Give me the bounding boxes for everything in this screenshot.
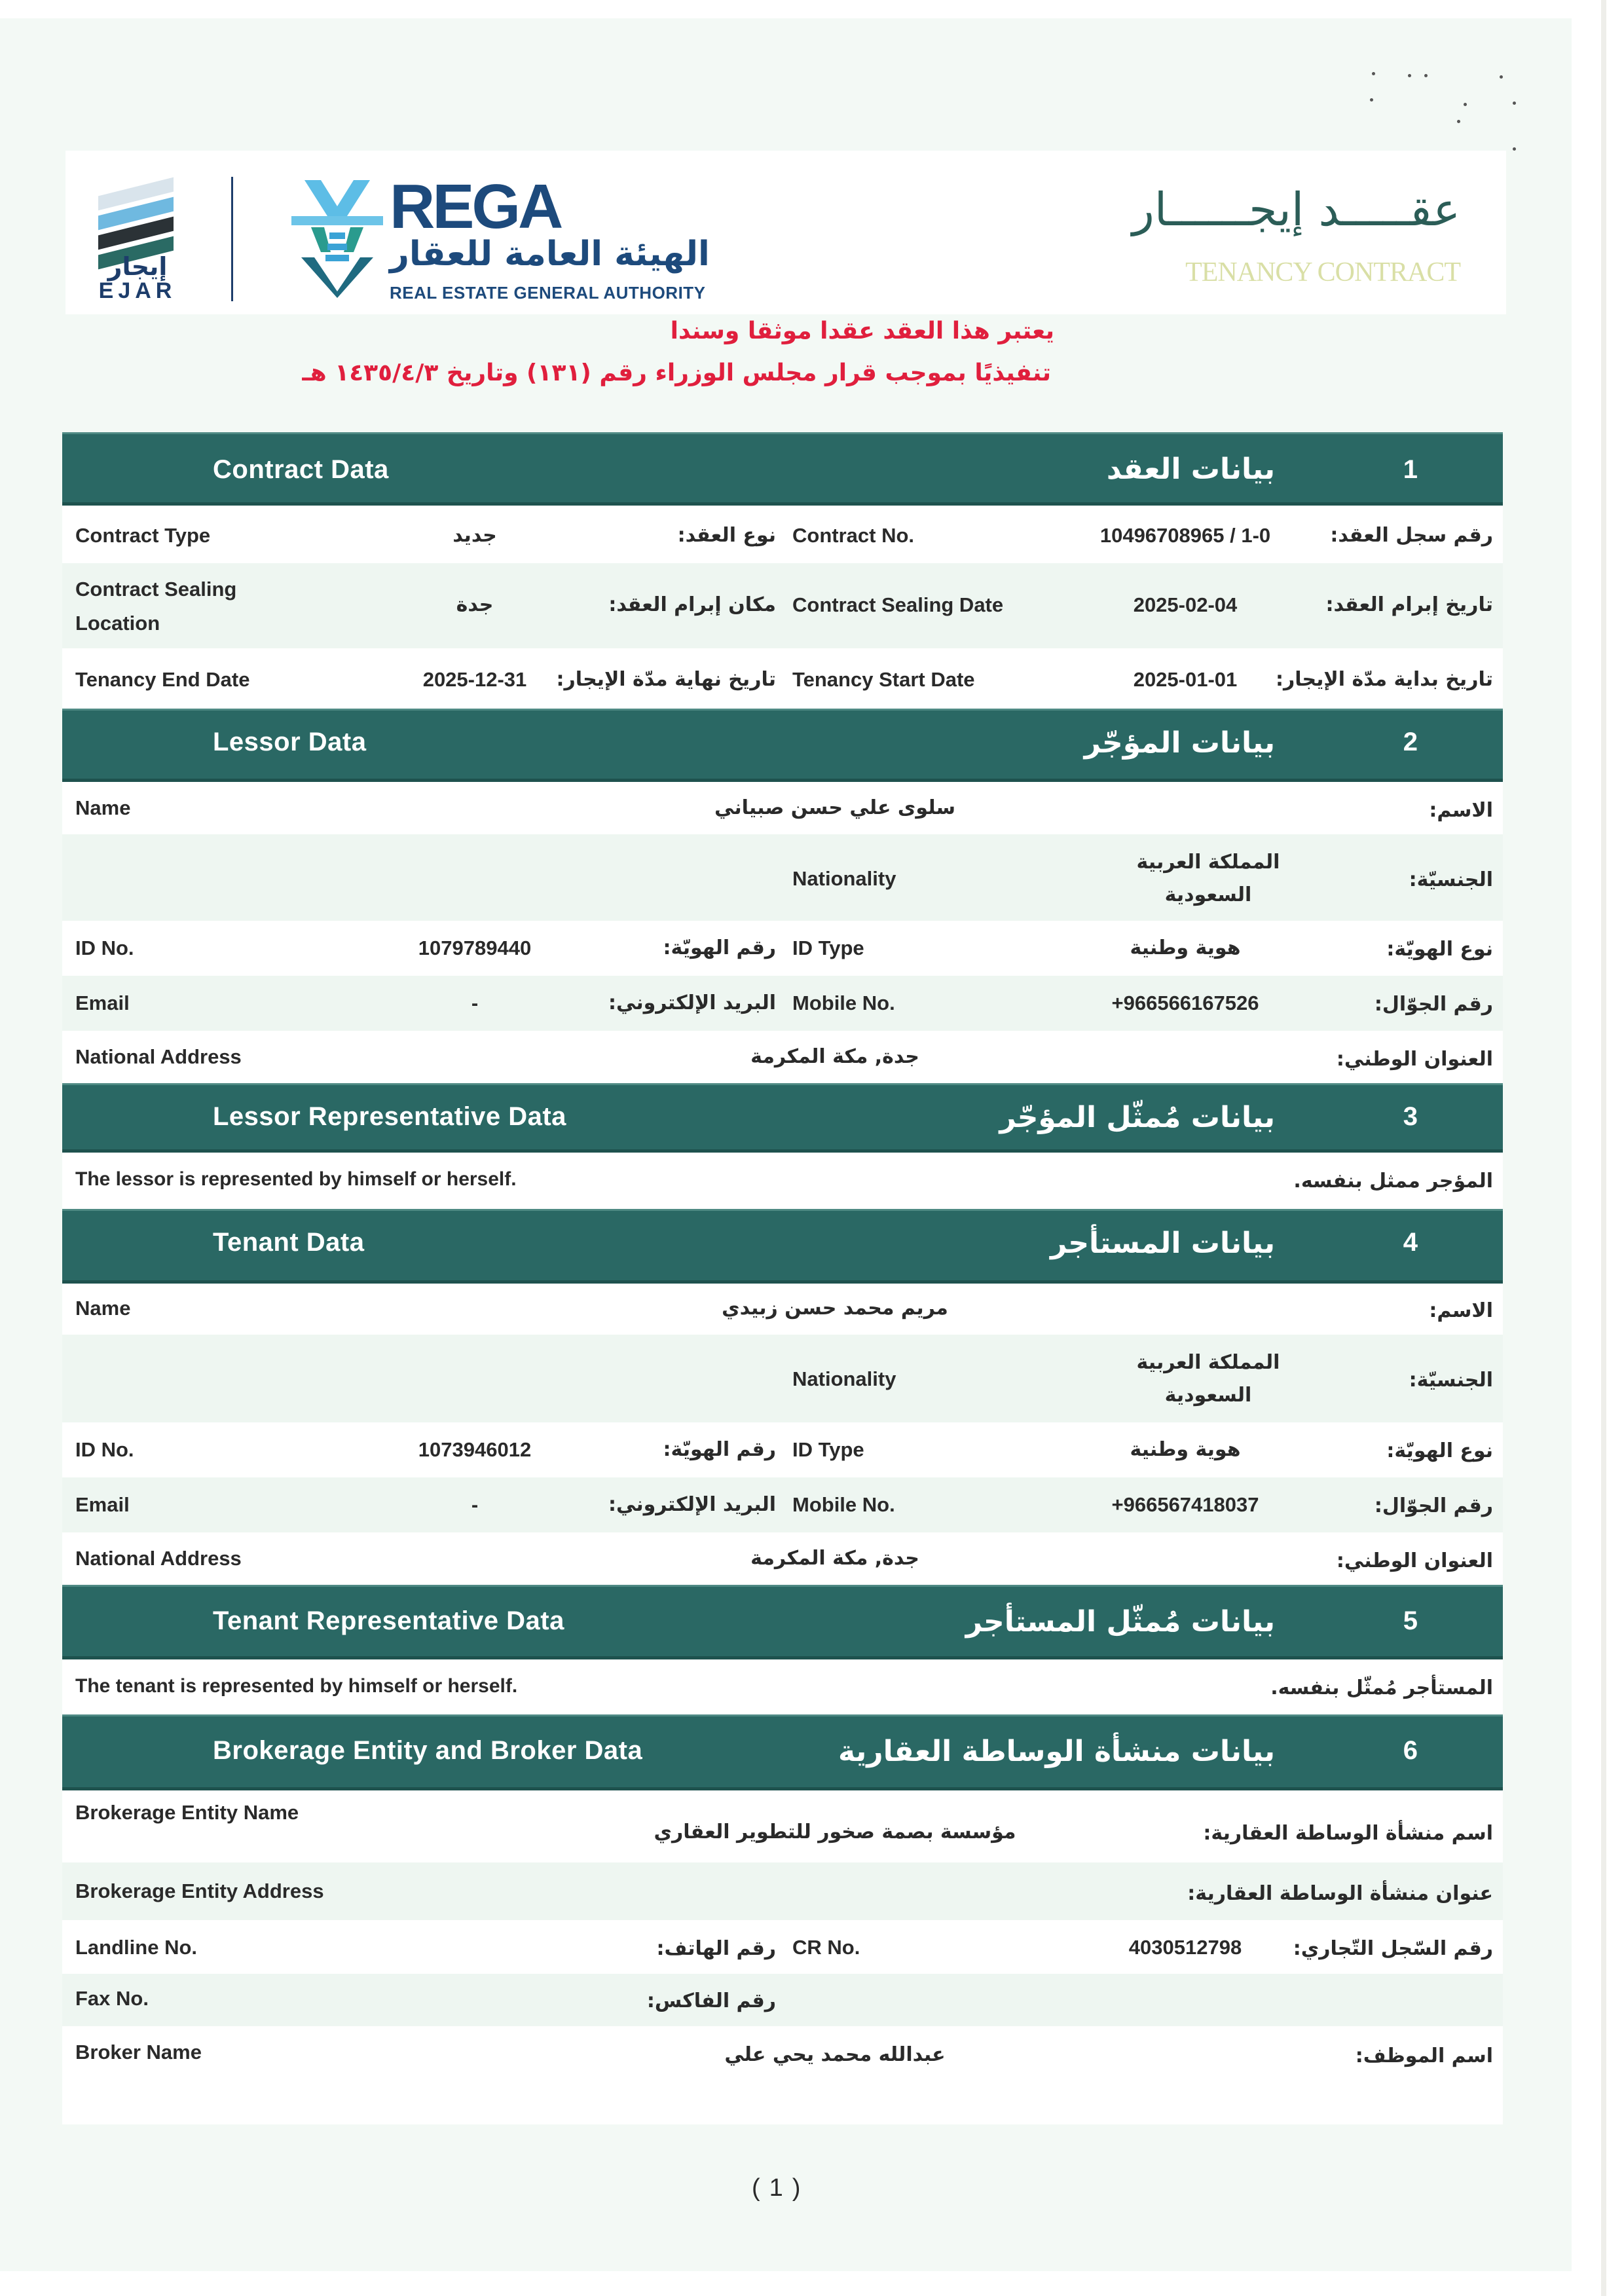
field-label-en: Nationality (792, 1367, 896, 1390)
section-number: 4 (1403, 1228, 1418, 1257)
field-label-ar: عنوان منشأة الوساطة العقارية: (1187, 1882, 1493, 1905)
section-number: 3 (1403, 1102, 1418, 1131)
field-value: 10496708965 / 1-0 (1099, 524, 1271, 547)
field-label-en: National Address (75, 1547, 242, 1570)
field-label-ar: البريد الإلكتروني: (608, 1493, 776, 1516)
broker-name: عبدالله محمد يحي علي (724, 2043, 946, 2066)
field-value: جدة, مكة المكرمة (750, 1547, 919, 1570)
brokerage-row-entity-name (62, 1790, 1503, 1862)
field-label-en: ID No. (75, 936, 134, 959)
section-header-lessor (62, 709, 1503, 782)
field-value: +966567418037 (1111, 1493, 1259, 1516)
field-value: المملكة العربية السعودية (1136, 1351, 1280, 1407)
section-header-tenant (62, 1209, 1503, 1284)
section-title-en: Tenant Data (213, 1228, 365, 1257)
field-value: جديد (452, 524, 497, 547)
field-label-ar: تاريخ إبرام العقد: (1325, 593, 1493, 616)
tenant-rep-text-ar: المستأجر مُمثّل بنفسه. (1270, 1676, 1493, 1699)
lessor-rep-text-ar: المؤجر ممثل بنفسه. (1293, 1170, 1493, 1193)
field-value: +966566167526 (1111, 991, 1259, 1014)
field-label-ar: رقم السّجل التّجاري: (1293, 1937, 1493, 1960)
brokerage-row-landline-cr (62, 1920, 1503, 1974)
field-label-ar: الاسم: (1429, 799, 1493, 822)
field-label-ar: اسم منشأة الوساطة العقارية: (1203, 1822, 1493, 1845)
section-title-en: Lessor Data (213, 728, 367, 756)
field-label-en: Name (75, 1297, 131, 1320)
section-title-ar: بيانات مُمثّل المستأجر (965, 1605, 1275, 1639)
notarized-notice-line2: تنفيذيًا بموجب قرار مجلس الوزراء رقم (١٣١) وتاريخ ١٤٣٥/٤/٣ هـ (302, 360, 1051, 386)
field-label-en: Brokerage Entity Name (75, 1801, 299, 1824)
section-title-ar: بيانات العقد (1106, 453, 1275, 486)
field-label-ar: اسم الموظف: (1355, 2045, 1493, 2067)
lessor-name: سلوى علي حسن صبياني (714, 796, 955, 819)
field-label-ar: رقم الهاتف: (656, 1937, 776, 1960)
brokerage-entity-name: مؤسسة بصمة صخور للتطوير العقاري (654, 1821, 1016, 1843)
section-title-en: Tenant Representative Data (213, 1606, 564, 1635)
section-number: 1 (1403, 455, 1418, 484)
field-label-ar: رقم الهويّة: (663, 936, 776, 959)
field-label-en: CR No. (792, 1936, 860, 1959)
section-header-brokerage (62, 1714, 1503, 1790)
field-label-ar: نوع الهويّة: (1386, 1439, 1493, 1462)
field-label-ar: رقم سجل العقد: (1330, 524, 1493, 547)
field-label-en: Broker Name (75, 2041, 202, 2064)
field-label-en: Landline No. (75, 1936, 197, 1959)
field-label-ar: تاريخ نهاية مدّة الإيجار: (556, 668, 776, 691)
field-label-ar: العنوان الوطني: (1336, 1549, 1493, 1572)
field-label-ar: رقم الهويّة: (663, 1438, 776, 1461)
brokerage-row-entity-address (62, 1862, 1503, 1920)
field-label-ar: رقم الجوّال: (1374, 993, 1493, 1016)
document-title-english: TENANCY CONTRACT (1185, 257, 1460, 287)
field-value: 1073946012 (418, 1438, 532, 1461)
section-number: 6 (1403, 1736, 1418, 1765)
section-title-ar: بيانات المستأجر (1050, 1227, 1275, 1260)
field-value: 2025-02-04 (1133, 593, 1238, 616)
contract-row-tenancy-dates (62, 648, 1503, 709)
lessor-row-name (62, 782, 1503, 834)
brokerage-row-broker (62, 2026, 1503, 2124)
contract-row-type (62, 506, 1503, 563)
field-value: - (471, 991, 479, 1014)
page-number: (1) (752, 2174, 810, 2202)
tenant-row-nationality (62, 1335, 1503, 1422)
lessor-rep-text-en: The lessor is represented by himself or herself. (75, 1168, 517, 1190)
section-header-contract (62, 432, 1503, 506)
field-label-ar: تاريخ بداية مدّة الإيجار: (1275, 668, 1493, 691)
field-label-ar: نوع الهويّة: (1386, 938, 1493, 961)
field-label-ar: الجنسيّة: (1409, 868, 1493, 891)
field-label-en: Email (75, 1493, 130, 1516)
section-title-en: Lessor Representative Data (213, 1102, 566, 1131)
tenant-row-name (62, 1284, 1503, 1335)
lessor-row-address (62, 1031, 1503, 1083)
tenant-row-address (62, 1532, 1503, 1585)
lessor-row-id (62, 921, 1503, 976)
section-title-en: Contract Data (213, 455, 389, 484)
document-title-arabic: عقـــــد إيجــــــار (1132, 183, 1460, 236)
field-label-en: Fax No. (75, 1987, 149, 2010)
field-label-ar: رقم الجوّال: (1374, 1494, 1493, 1517)
field-label-ar: الجنسيّة: (1409, 1369, 1493, 1392)
field-label-en: Tenancy End Date (75, 668, 250, 691)
field-label-ar: رقم الفاكس: (646, 1990, 776, 2012)
field-value: هوية وطنية (1130, 936, 1241, 959)
lessor-rep-row (62, 1153, 1503, 1209)
field-value: 2025-01-01 (1133, 668, 1238, 691)
tenant-name: مريم محمد حسن زبيدي (722, 1297, 948, 1320)
field-label-ar: نوع العقد: (677, 524, 776, 547)
ejar-logo-english: EJAR (98, 278, 177, 303)
section-header-lessor-rep (62, 1083, 1503, 1153)
field-value: جدة, مكة المكرمة (750, 1045, 919, 1068)
contract-row-sealing (62, 563, 1503, 648)
scan-edge (1601, 0, 1606, 2296)
tenant-rep-text-en: The tenant is represented by himself or herself. (75, 1675, 518, 1697)
ejar-logo-arabic: إيجار (107, 252, 168, 281)
field-label-en: Mobile No. (792, 991, 895, 1014)
field-label-en: Contract Type (75, 524, 211, 547)
rega-logo-title: REGA (390, 172, 561, 242)
field-label-ar: مكان إبرام العقد: (608, 593, 776, 616)
document-header (0, 0, 1572, 419)
field-label-en: Email (75, 991, 130, 1014)
section-title-ar: بيانات مُمثّل المؤجّر (999, 1101, 1275, 1134)
field-label-en: Brokerage Entity Address (75, 1879, 324, 1902)
field-value: جدة (456, 593, 494, 616)
field-value: 1079789440 (418, 936, 532, 959)
rega-logo-arabic: الهيئة العامة للعقار (390, 234, 710, 274)
section-number: 2 (1403, 728, 1418, 756)
field-label-en: ID No. (75, 1438, 134, 1461)
field-label-en: ID Type (792, 1438, 864, 1461)
contract-sections (62, 432, 1503, 2124)
rega-emblem-icon (291, 180, 383, 298)
field-value: - (471, 1493, 479, 1516)
field-label-en: Nationality (792, 867, 896, 890)
tenant-rep-row (62, 1659, 1503, 1714)
section-title-ar: بيانات المؤجّر (1084, 726, 1275, 760)
notarized-notice-line1: يعتبر هذا العقد عقدا موثقا وسندا (670, 318, 1054, 344)
section-header-tenant-rep (62, 1585, 1503, 1659)
field-label-en: Contract No. (792, 524, 914, 547)
rega-logo-english: REAL ESTATE GENERAL AUTHORITY (390, 283, 706, 303)
section-title-en: Brokerage Entity and Broker Data (213, 1736, 643, 1765)
field-label-en: Contract Sealing Date (792, 593, 1004, 616)
field-label-ar: البريد الإلكتروني: (608, 991, 776, 1014)
field-label-en: Name (75, 796, 131, 819)
lessor-row-contact (62, 976, 1503, 1031)
field-label-en: National Address (75, 1045, 242, 1068)
section-number: 5 (1403, 1606, 1418, 1635)
lessor-row-nationality (62, 834, 1503, 921)
field-label-ar: الاسم: (1429, 1299, 1493, 1322)
logo-divider (231, 177, 233, 301)
tenant-row-contact (62, 1477, 1503, 1532)
field-value: هوية وطنية (1130, 1438, 1241, 1461)
field-label-en: Tenancy Start Date (792, 668, 975, 691)
tenant-row-id (62, 1422, 1503, 1477)
field-value: 2025-12-31 (422, 668, 527, 691)
cr-number: 4030512798 (1128, 1936, 1242, 1959)
field-label-en: ID Type (792, 936, 864, 959)
field-value: المملكة العربية السعودية (1136, 851, 1280, 906)
field-label-ar: العنوان الوطني: (1336, 1048, 1493, 1071)
section-title-ar: بيانات منشأة الوساطة العقارية (838, 1735, 1275, 1768)
field-label-en: Contract Sealing Location (75, 578, 237, 635)
field-label-en: Mobile No. (792, 1493, 895, 1516)
brokerage-row-fax (62, 1974, 1503, 2026)
